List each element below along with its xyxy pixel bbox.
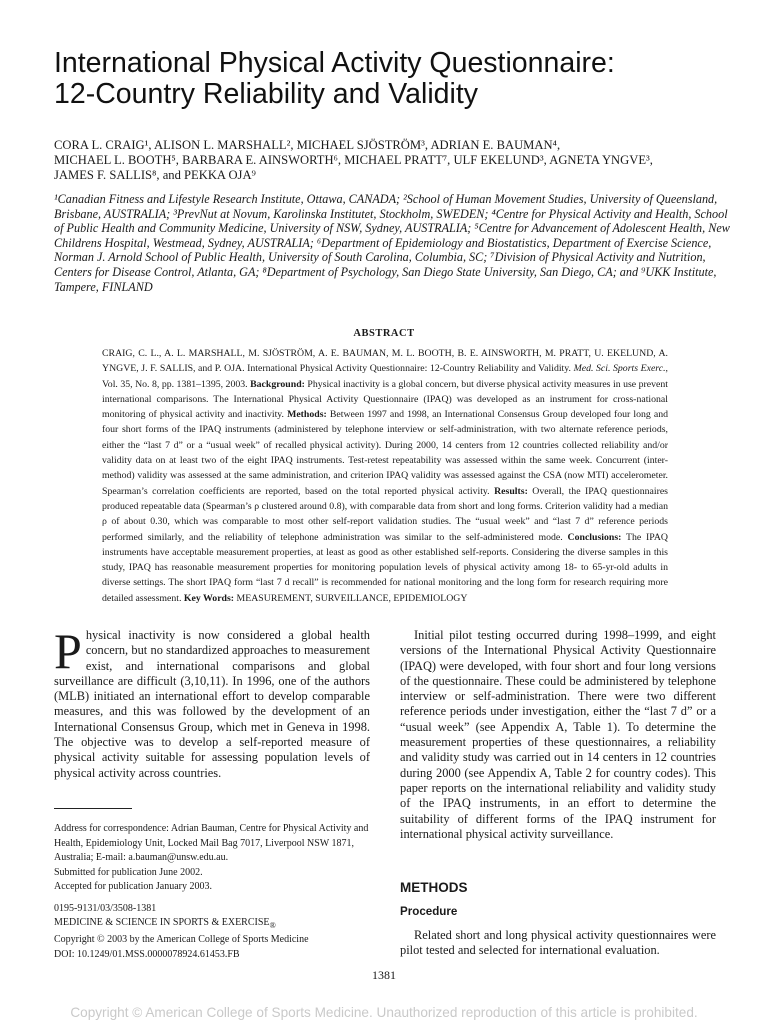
article-title bbox=[54, 48, 734, 110]
author-line-3: JAMES F. SALLIS⁸, and PEKKA OJA⁹ bbox=[54, 168, 256, 183]
author-affiliations: ¹Canadian Fitness and Lifestyle Research Institute, Ottawa, CANADA; ²School of Human Movement Studies, University of Queensland, Brisbane, AUSTRALIA; ³PrevNut at Novum, Karolinska Institutet, Stockholm, SWEDEN; ⁴Centre for Physical Activity and Health, School of Public Health and Community Medicine, University of NSW, Sydney, AUSTRALIA; ⁵Centre for Advancement of Adolescent Health, New Childrens Hospital, Westmead, Sydney, AUSTRALIA; ⁶Department of Epidemiology and Biostatistics, Department of Exercise Science, Norman J. Arnold School of Public Health, University of South Carolina, Columbia, SC; ⁷Division of Physical Activity and Nutrition, Centers for Disease Control, Atlanta, GA; ⁸Department of Psychology, San Diego State University, San Diego, CA; and ⁹UKK Institute, Tampere, FINLAND bbox=[54, 192, 730, 294]
abstract-background-label: Background: bbox=[250, 378, 305, 390]
publication-info bbox=[54, 902, 374, 962]
correspondence-address: Address for correspondence: Adrian Bauman, Centre for Physical Activity and Health, Epidemiology Unit, Locked Mail Bag 7017, Liverpool NSW 1871, Australia; E-mail: a.bauman@unsw.edu.au. bbox=[54, 823, 369, 864]
abstract-heading: ABSTRACT bbox=[353, 328, 415, 339]
registered-mark: ® bbox=[269, 921, 276, 931]
abstract-methods-label: Methods: bbox=[287, 409, 327, 421]
intro-column bbox=[54, 623, 370, 781]
issn-code: 0195-9131/03/3508-1381 bbox=[54, 903, 157, 914]
doi-line: DOI: 10.1249/01.MSS.0000078924.61453.FB bbox=[54, 948, 240, 960]
copyright-watermark: Copyright © American College of Sports Medicine. Unauthorized reproduction of this article is prohibited. bbox=[70, 1005, 698, 1020]
abstract-keywords-label: Key Words: bbox=[183, 592, 235, 604]
abstract-citation-tail: , Vol. 35, No. 8, pp. 1381–1395, 2003. bbox=[102, 363, 668, 390]
journal-name: MEDICINE & SCIENCE IN SPORTS & $EXERCISE_®$ bbox=[54, 917, 276, 931]
right-paragraph: Initial pilot testing occurred during 1998–1999, and eight versions of the International Physical Activity Questionnaire (IPAQ) were developed, with four short and four long versions of the questionnaire. These could be administered by telephone interview or self-administration. There were two different reference periods under investigation, either the “last 7 d” or a “usual week” (see Appendix A, Table 1). To determine the measurement properties of these questionnaires, a reliability and validity study was carried out in 14 centers in 12 countries during 2000 (see Appendix A, Table 2 for country codes). This paper reports on the international reliability and validity study of the IPAQ instruments, in an effort to determine the suitability of different forms of the IPAQ instrument for international physical activity surveillance. bbox=[400, 628, 716, 841]
abstract-conclusions: The IPAQ instruments have acceptable measurement properties, at least as good as other established self-reports. Considering the diverse samples in this study, IPAQ has reasonable measurement properties for monitoring population levels of physical activity among 18- to 65-yr-old adults in diverse settings. The short IPAQ form “last 7 d recall” is recommended for national monitoring and the long form for research requiring more detailed assessment. bbox=[102, 531, 668, 604]
procedure-heading: Procedure bbox=[400, 905, 458, 918]
copyright-line: Copyright © 2003 by the American College of Sports Medicine bbox=[54, 934, 309, 946]
accepted-date: Accepted for publication January 2003. bbox=[54, 881, 213, 893]
procedure-paragraph: Related short and long physical activity questionnaires were pilot tested and selected for international evaluation. bbox=[400, 928, 716, 958]
methods-heading: METHODS bbox=[400, 880, 468, 895]
abstract-results: Overall, the IPAQ questionnaires produced repeatable data (Spearman’s ρ clustered around 0.8), with comparable data from short and long forms. Criterion validity had a median ρ of about 0.30, which was comparable to most other self-report validation studies. The “usual week” and “last 7 d” reference periods performed similarly, and the reliability of telephone administration was similar to the self-administered mode. bbox=[102, 485, 668, 543]
author-line-1: CORA L. CRAIG¹, ALISON L. MARSHALL², MICHAEL SJÖSTRÖM³, ADRIAN E. BAUMAN⁴, bbox=[54, 138, 561, 152]
submitted-date: Submitted for publication June 2002. bbox=[54, 866, 203, 878]
drop-cap: P bbox=[54, 623, 82, 679]
right-column bbox=[400, 628, 716, 842]
author-list bbox=[54, 138, 734, 184]
intro-paragraph: hysical inactivity is now considered a global health concern, but no standardized approaches to measurement exist, and international comparisons and global surveillance are difficult (3,10,11). In 1996, one of the authors (MLB) initiated an international effort to develop comparable measures, and this was followed by the development of an International Consensus Group, which met in Geneva in 1998. The objective was to develop a self-reported measure of physical activity suitable for assessing population levels of physical activity across countries. bbox=[54, 628, 370, 780]
title-line-1: International Physical Activity Questionnaire: bbox=[54, 47, 615, 79]
abstract-methods: Between 1997 and 1998, an International Consensus Group developed four long and four short forms of the IPAQ instruments (administered by telephone interview or self-administration, with two alternate reference periods, either the “last 7 d” or a “usual week” of recalled physical activity). During 2000, 14 centers from 12 countries collected reliability and/or validity data on at least two of the eight IPAQ instruments. Test-retest repeatability was assessed within the same week. Concurrent (inter-method) validity was assessed at the same administration, and criterion IPAQ validity was assessed against the CSA (now MTI) accelerometer. Spearman’s correlation coefficients are reported, based on the total reported physical activity. bbox=[102, 409, 669, 497]
page-number: 1381 bbox=[372, 968, 396, 982]
footnote-divider bbox=[54, 808, 132, 809]
abstract-keywords: MEASUREMENT, SURVEILLANCE, EPIDEMIOLOGY bbox=[236, 592, 468, 604]
abstract-body bbox=[102, 346, 668, 606]
abstract-citation: CRAIG, C. L., A. L. MARSHALL, M. SJÖSTRÖM, A. E. BAUMAN, M. L. BOOTH, B. E. AINSWORTH, M. PRATT, U. EKELUND, A. YNGVE, J. F. SALLIS, and P. OJA. International Physical Activity Questionnaire: 12-Country Reliability and Validity. bbox=[102, 348, 668, 375]
abstract-background: Physical inactivity is a global concern, but diverse physical activity measures in use prevent international comparisons. The International Physical Activity Questionnaire (IPAQ) was developed as an instrument for cross-national monitoring of physical activity and inactivity. bbox=[102, 378, 668, 421]
author-line-2: MICHAEL L. BOOTH⁵, BARBARA E. AINSWORTH⁶, MICHAEL PRATT⁷, ULF EKELUND³, AGNETA YNGVE³, bbox=[54, 153, 653, 168]
abstract-results-label: Results: bbox=[494, 485, 528, 497]
title-line-2: 12-Country Reliability and Validity bbox=[54, 78, 479, 110]
abstract-journal: Med. Sci. Sports Exerc. bbox=[573, 363, 666, 375]
abstract-conclusions-label: Conclusions: bbox=[567, 531, 622, 543]
correspondence-footnote bbox=[54, 822, 374, 895]
